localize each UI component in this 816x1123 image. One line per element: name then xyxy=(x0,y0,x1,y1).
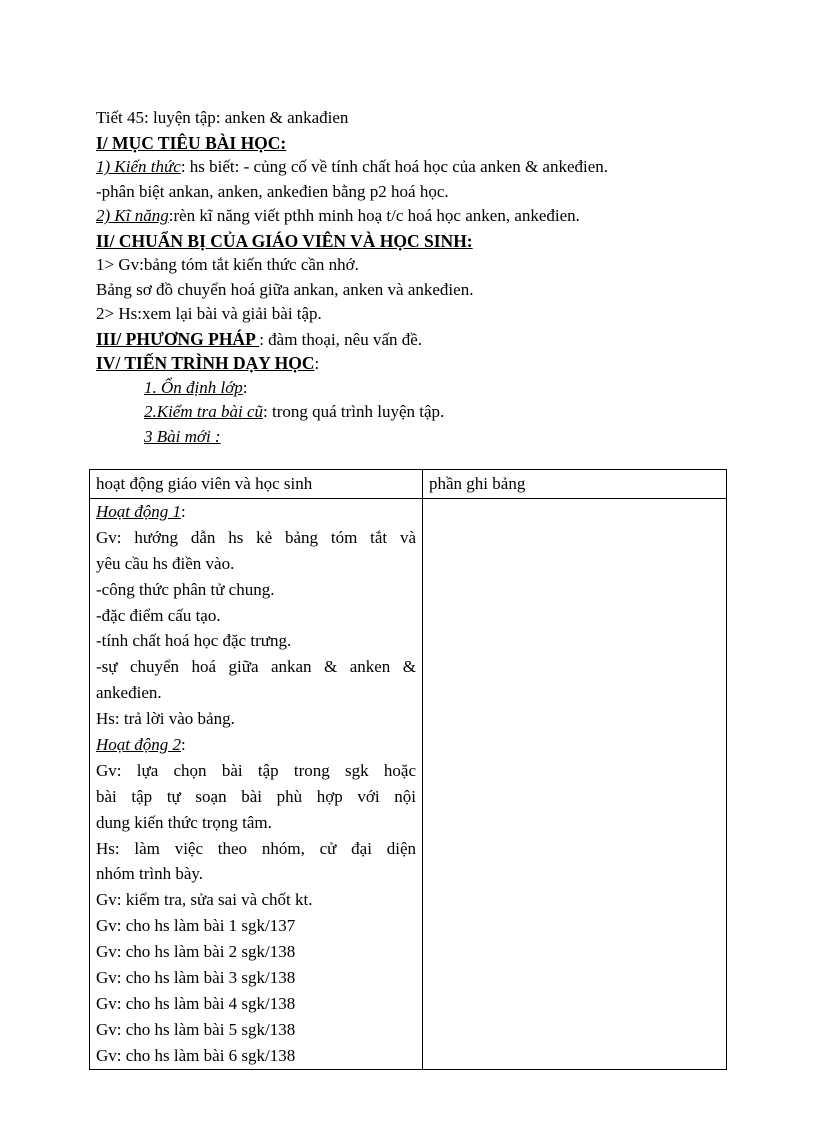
step-2 xyxy=(96,400,736,425)
knowledge-label: 1) Kiến thức xyxy=(96,157,181,176)
list-item: yêu cầu hs điền vào. xyxy=(96,553,235,573)
list-item: Gv: lựa chọn bài tập trong sgk hoặc xyxy=(96,760,416,780)
list-item: ankeđien. xyxy=(96,683,162,703)
list-item: dung kiến thức trọng tâm. xyxy=(96,812,272,832)
section-2-heading: II/ CHUẨN BỊ CỦA GIÁO VIÊN VÀ HỌC SINH: xyxy=(96,230,473,251)
step-2-text: : trong quá trình luyện tập. xyxy=(263,402,445,421)
list-item: Gv: hướng dẫn hs kẻ bảng tóm tắt và xyxy=(96,527,416,547)
table-header-row xyxy=(90,470,727,499)
lesson-activity-table xyxy=(89,469,727,1070)
list-item: -tính chất hoá học đặc trưng. xyxy=(96,631,292,651)
step-3 xyxy=(96,425,736,450)
differentiation-line: -phân biệt ankan, anken, ankeđien bằng p2 hoá học. xyxy=(96,181,449,201)
activity-1-colon: : xyxy=(181,502,186,521)
section-3-heading: III/ PHƯƠNG PHÁP xyxy=(96,328,260,349)
step-3-label: 3 Bài mới : xyxy=(144,426,221,446)
skill-label: 2) Kĩ năng xyxy=(96,206,169,225)
knowledge-objective xyxy=(96,155,736,180)
lesson-title: Tiết 45: luyện tập: anken & ankađien xyxy=(96,108,349,127)
header-teacher-student: hoạt động giáo viên và học sinh xyxy=(90,470,423,499)
list-item: -đặc điểm cấu tạo. xyxy=(96,605,221,625)
header-board-notes: phần ghi bảng xyxy=(423,470,727,499)
list-item: Gv: cho hs làm bài 4 sgk/138 xyxy=(96,993,296,1013)
activity-2-label: Hoạt động 2 xyxy=(96,735,181,755)
skill-objective xyxy=(96,204,736,229)
list-item: Hs: làm việc theo nhóm, cử đại diện xyxy=(96,838,416,858)
section-1-heading: I/ MỤC TIÊU BÀI HỌC: xyxy=(96,132,287,153)
step-1-colon: : xyxy=(242,377,248,397)
activity-1-label: Hoạt động 1 xyxy=(96,502,181,521)
list-item: Gv: cho hs làm bài 6 sgk/138 xyxy=(96,1045,296,1065)
knowledge-text: : hs biết: - củng cố về tính chất hoá học của anken & ankeđien. xyxy=(180,157,609,176)
activity-1-heading xyxy=(96,499,416,525)
activity-2-colon: : xyxy=(181,735,186,755)
list-item: nhóm trình bày. xyxy=(96,864,204,884)
section-4-colon: : xyxy=(314,354,320,373)
table-row xyxy=(90,499,727,1070)
method-text: : đàm thoại, nêu vấn đề. xyxy=(259,329,423,349)
list-item: Gv: kiểm tra, sửa sai và chốt kt. xyxy=(96,890,313,910)
conversion-chart-prep: Bảng sơ đồ chuyển hoá giữa ankan, anken và ankeđien. xyxy=(96,279,474,299)
list-item: -sự chuyển hoá giữa ankan & anken & xyxy=(96,657,416,677)
student-prep: 2> Hs:xem lại bài và giải bài tập. xyxy=(96,304,322,323)
list-item: Gv: cho hs làm bài 3 sgk/138 xyxy=(96,968,296,988)
list-item: Gv: cho hs làm bài 2 sgk/138 xyxy=(96,942,296,962)
board-notes-cell xyxy=(423,499,727,1070)
list-item: Hs: trả lời vào bảng. xyxy=(96,709,235,729)
list-item: Gv: cho hs làm bài 1 sgk/137 xyxy=(96,916,296,936)
step-2-label: 2.Kiểm tra bài cũ xyxy=(144,402,263,421)
activities-cell xyxy=(90,499,423,1070)
list-item: Gv: cho hs làm bài 5 sgk/138 xyxy=(96,1019,296,1039)
section-4-heading: IV/ TIẾN TRÌNH DẠY HỌC xyxy=(96,353,315,373)
method-line xyxy=(96,327,736,352)
step-1 xyxy=(96,376,736,401)
activity-2-heading xyxy=(96,732,416,758)
list-item: -công thức phân tử chung. xyxy=(96,579,275,599)
skill-text: :rèn kĩ năng viết pthh minh hoạ t/c hoá học anken, ankeđien. xyxy=(168,206,580,225)
lesson-plan-page xyxy=(96,106,736,449)
teacher-prep: 1> Gv:bảng tóm tắt kiến thức cần nhớ. xyxy=(96,255,359,274)
procedure-line xyxy=(96,351,736,376)
step-1-label: 1. Ổn định lớp xyxy=(144,377,243,397)
list-item: bài tập tự soạn bài phù hợp với nội xyxy=(96,786,416,806)
